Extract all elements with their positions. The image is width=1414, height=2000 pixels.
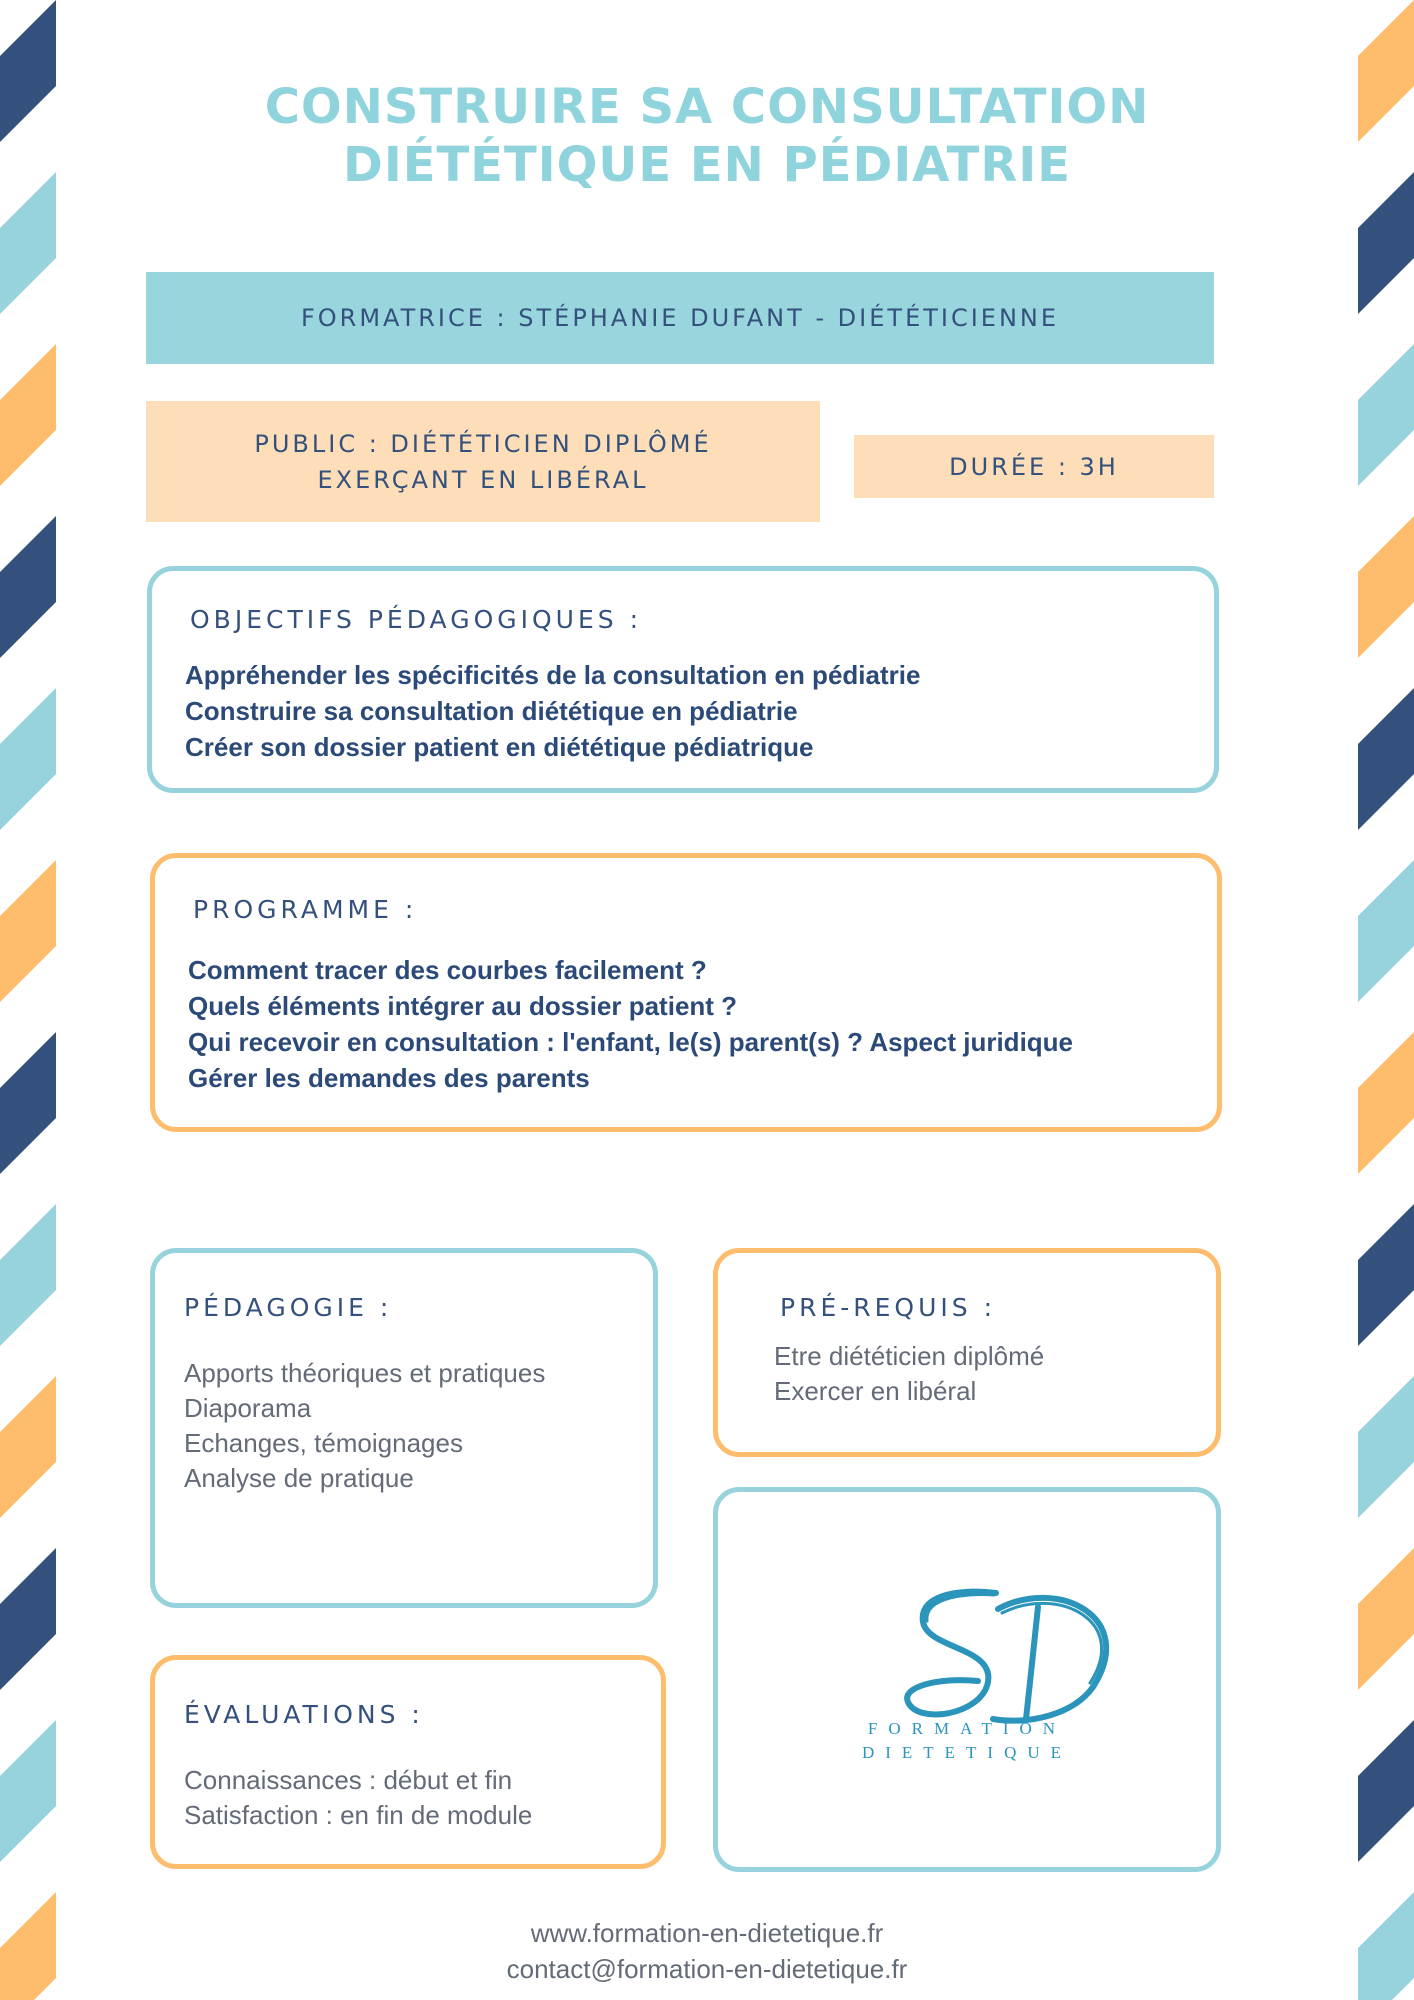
stripe-band	[0, 688, 56, 830]
stripe-band	[0, 1548, 56, 1690]
list-item: Créer son dossier patient en diététique pédiatrique	[185, 732, 814, 762]
evaluations-heading: ÉVALUATIONS :	[184, 1700, 424, 1729]
list-item: Connaissances : début et fin	[184, 1765, 513, 1795]
stripe-band	[0, 860, 56, 1002]
email-link[interactable]: contact@formation-en-dietetique.fr	[506, 1954, 908, 1984]
stripe-band	[1358, 344, 1414, 486]
list-item: Apports théoriques et pratiques	[184, 1358, 546, 1388]
pedagogy-card	[150, 1248, 658, 1608]
objectives-card	[147, 566, 1219, 793]
list-item: Comment tracer des courbes facilement ?	[188, 955, 707, 985]
list-item: Gérer les demandes des parents	[188, 1063, 590, 1093]
list-item: Quels éléments intégrer au dossier patient ?	[188, 991, 738, 1021]
objectives-list	[185, 657, 920, 765]
audience-banner	[146, 401, 820, 522]
list-item: Satisfaction : en fin de module	[184, 1800, 533, 1830]
stripe-band	[0, 0, 56, 142]
stripe-band	[0, 172, 56, 314]
list-item: Exercer en libéral	[774, 1376, 977, 1406]
stripe-band	[1358, 688, 1414, 830]
programme-list	[188, 952, 1073, 1096]
prerequisites-heading: PRÉ-REQUIS :	[780, 1293, 997, 1322]
left-stripe-border	[0, 0, 56, 2000]
stripe-band	[1358, 1376, 1414, 1518]
stripe-band	[1358, 1892, 1414, 2000]
programme-heading: PROGRAMME :	[193, 895, 418, 924]
left-stripe-svg	[0, 0, 56, 2000]
evaluations-list	[184, 1763, 532, 1833]
logo-caption-line-2: DIETETIQUE	[861, 1743, 1073, 1762]
list-item: Appréhender les spécificités de la consultation en pédiatrie	[185, 660, 921, 690]
pedagogy-list	[184, 1356, 545, 1496]
right-stripe-border	[1358, 0, 1414, 2000]
list-item: Diaporama	[184, 1393, 312, 1423]
objectives-heading: OBJECTIFS PÉDAGOGIQUES :	[190, 605, 643, 634]
stripe-band	[0, 516, 56, 658]
stripe-band	[1358, 1032, 1414, 1174]
list-item: Echanges, témoignages	[184, 1428, 463, 1458]
prerequisites-list	[774, 1339, 1044, 1409]
logo-caption-line-1: FORMATION	[867, 1719, 1067, 1738]
stripe-band	[0, 344, 56, 486]
stripe-band	[0, 1032, 56, 1174]
logo-caption	[718, 1717, 1216, 1765]
stripe-band	[1358, 1204, 1414, 1346]
stripe-band	[1358, 1548, 1414, 1690]
trainer-banner	[146, 272, 1214, 364]
stripe-band	[0, 1720, 56, 1862]
prerequisites-card	[713, 1248, 1221, 1457]
audience-line-2: EXERÇANT EN LIBÉRAL	[317, 465, 649, 494]
pedagogy-heading: PÉDAGOGIE :	[184, 1293, 393, 1322]
stripe-band	[0, 1376, 56, 1518]
duration-banner	[854, 435, 1214, 498]
page-title	[200, 78, 1214, 194]
stripe-band	[0, 1204, 56, 1346]
programme-card	[150, 853, 1222, 1132]
title-line-1: CONSTRUIRE SA CONSULTATION	[264, 79, 1150, 135]
list-item: Etre diététicien diplômé	[774, 1341, 1045, 1371]
footer	[200, 1915, 1214, 1987]
website-link[interactable]: www.formation-en-dietetique.fr	[530, 1918, 884, 1948]
logo-card	[713, 1487, 1221, 1872]
duration-text: DURÉE : 3H	[949, 452, 1119, 481]
audience-line-1: PUBLIC : DIÉTÉTICIEN DIPLÔMÉ	[254, 429, 712, 458]
list-item: Analyse de pratique	[184, 1463, 414, 1493]
list-item: Construire sa consultation diététique en pédiatrie	[185, 696, 798, 726]
stripe-band	[1358, 516, 1414, 658]
list-item: Qui recevoir en consultation : l'enfant, le(s) parent(s) ? Aspect juridique	[188, 1027, 1074, 1057]
stripe-band	[1358, 1720, 1414, 1862]
stripe-band	[0, 1892, 56, 2000]
title-line-2: DIÉTÉTIQUE EN PÉDIATRIE	[342, 137, 1072, 193]
stripe-band	[1358, 172, 1414, 314]
stripe-band	[1358, 860, 1414, 1002]
stripe-band	[1358, 0, 1414, 142]
trainer-text: FORMATRICE : STÉPHANIE DUFANT - DIÉTÉTICIENNE	[300, 304, 1060, 332]
right-stripe-svg	[1358, 0, 1414, 2000]
evaluations-card	[150, 1655, 666, 1869]
